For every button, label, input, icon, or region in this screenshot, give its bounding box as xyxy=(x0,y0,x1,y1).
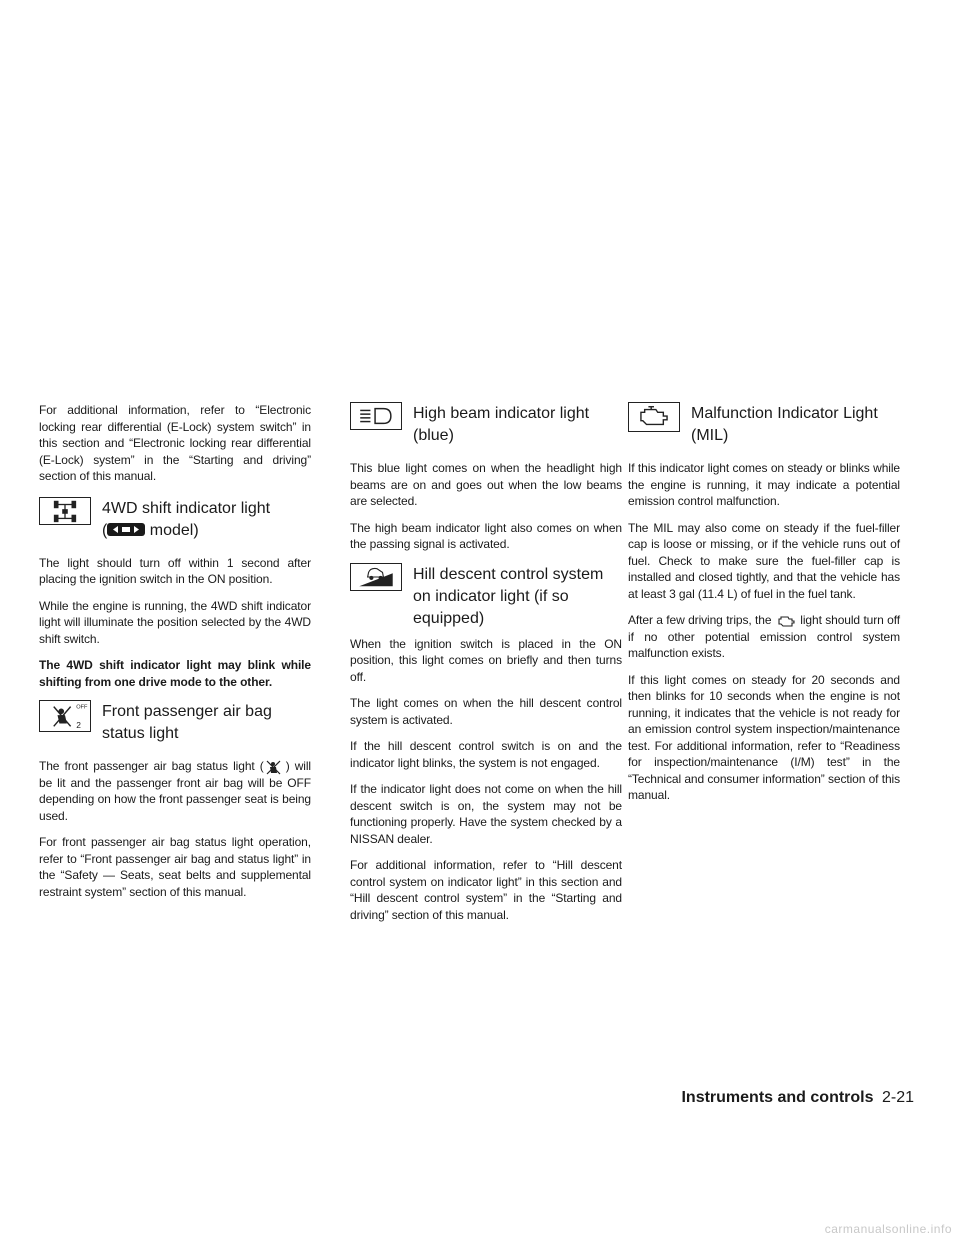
4wd-paragraph-1: The light should turn off within 1 second after placing the ignition switch in the ON position. xyxy=(39,555,311,586)
4x4-badge-icon xyxy=(107,523,145,536)
engine-inline-icon xyxy=(775,613,797,629)
4wd-shift-indicator-icon xyxy=(39,497,91,525)
4wd-warning: The 4WD shift indicator light may blink while shifting from one drive mode to the other. xyxy=(39,658,311,689)
column-middle xyxy=(350,402,622,933)
section-mil-header xyxy=(628,402,900,454)
footer-section-name: Instruments and controls xyxy=(681,1089,874,1106)
mil-paragraph-1: If this indicator light comes on steady or blinks while the engine is running, it may indicate a potential emission control malfunction. xyxy=(628,461,900,508)
airbag-icon-off-text: OFF xyxy=(76,704,88,711)
section-airbag-title: Front passenger air bag status light xyxy=(102,703,272,742)
column-right xyxy=(628,402,900,814)
section-mil-title: Malfunction Indicator Light (MIL) xyxy=(691,405,878,444)
section-hilldescent-title: Hill descent control system on indicator light (if so equipped) xyxy=(413,565,604,627)
4wd-paragraph-2: While the engine is running, the 4WD shift indicator light will illuminate the position selected by the 4WD shift switch. xyxy=(39,598,311,646)
airbag-paragraph-1 xyxy=(39,758,311,824)
highbeam-paragraph-1: This blue light comes on when the headlight high beams are on and goes out when the low beams are selected. xyxy=(350,461,622,508)
engine-malfunction-icon xyxy=(628,402,680,432)
section-4wd-title-open-paren: ( xyxy=(102,521,108,539)
watermark: carmanualsonline.info xyxy=(824,1222,952,1236)
mil-p3-end: light should turn off if no other potential emission control system malfunction exists. xyxy=(628,613,900,661)
page-footer xyxy=(681,1089,914,1107)
hilldescent-paragraph-4: If the indicator light does not come on when the hill descent switch is on, the system may not be functioning properly. Have the system checked by a NISSAN dealer. xyxy=(350,782,622,846)
section-airbag-header xyxy=(39,700,311,752)
airbag-p1-start: The front passenger air bag status light ( xyxy=(39,759,264,773)
airbag-paragraph-2: For front passenger air bag status light operation, refer to “Front passenger air bag and status light” in the “Safety — Seats, seat belts and supplemental restraint system” section of this manual. xyxy=(39,835,311,899)
section-highbeam-title: High beam indicator light (blue) xyxy=(413,405,590,444)
airbag-status-icon xyxy=(39,700,91,732)
section-4wd-title: 4WD shift indicator light xyxy=(102,499,271,517)
mil-paragraph-3 xyxy=(628,612,900,662)
intro-paragraph: For additional information, refer to “Electronic locking rear differential (E-Lock) system switch” in this section and “Electronic locking rear differential (E-Lock) system” in the “Starting and driving” section of this manual. xyxy=(39,403,311,483)
hilldescent-paragraph-3: If the hill descent control switch is on and the indicator light blinks, the system is not engaged. xyxy=(350,739,622,770)
high-beam-icon xyxy=(350,402,402,430)
section-hilldescent-header xyxy=(350,563,622,630)
hilldescent-paragraph-2: The light comes on when the hill descent control system is activated. xyxy=(350,696,622,727)
mil-p3-start: After a few driving trips, the xyxy=(628,613,772,627)
hilldescent-paragraph-5: For additional information, refer to “Hill descent control system on indicator light” in this section and “Hill descent control system” in the “Starting and driving” section of this manual. xyxy=(350,858,622,922)
airbag-icon-number: 2 xyxy=(76,720,81,731)
footer-page-number: 2-21 xyxy=(881,1089,914,1106)
mil-paragraph-2: The MIL may also come on steady if the fuel-filler cap is loose or missing, or if the vehicle runs out of fuel. Check to make sure the fuel-filler cap is installed and closed tightly, and that the vehicle has at least 3 gal (11.4 L) of fuel in the fuel tank. xyxy=(628,520,900,601)
airbag-inline-icon xyxy=(264,759,286,775)
airbag-p1-end: ) will be lit and the passenger front air bag will be OFF depending on how the front passenger seat is being used. xyxy=(39,759,311,823)
column-left xyxy=(39,402,311,910)
section-4wd-title-model: model) xyxy=(149,521,199,539)
mil-paragraph-4: If this light comes on steady for 20 seconds and then blinks for 10 seconds when the engine is not running, it indicates that the vehicle is not ready for an emission control system inspection/maintenance test. For additional information, refer to “Readiness for inspection/maintenance (I/M) test” in the “Technical and consumer information” section of this manual. xyxy=(628,672,900,803)
section-4wd-header xyxy=(39,497,311,549)
hill-descent-icon xyxy=(350,563,402,591)
highbeam-paragraph-2: The high beam indicator light also comes on when the passing signal is activated. xyxy=(350,520,622,551)
section-highbeam-header xyxy=(350,402,622,454)
hilldescent-paragraph-1: When the ignition switch is placed in the ON position, this light comes on briefly and then turns off. xyxy=(350,636,622,684)
